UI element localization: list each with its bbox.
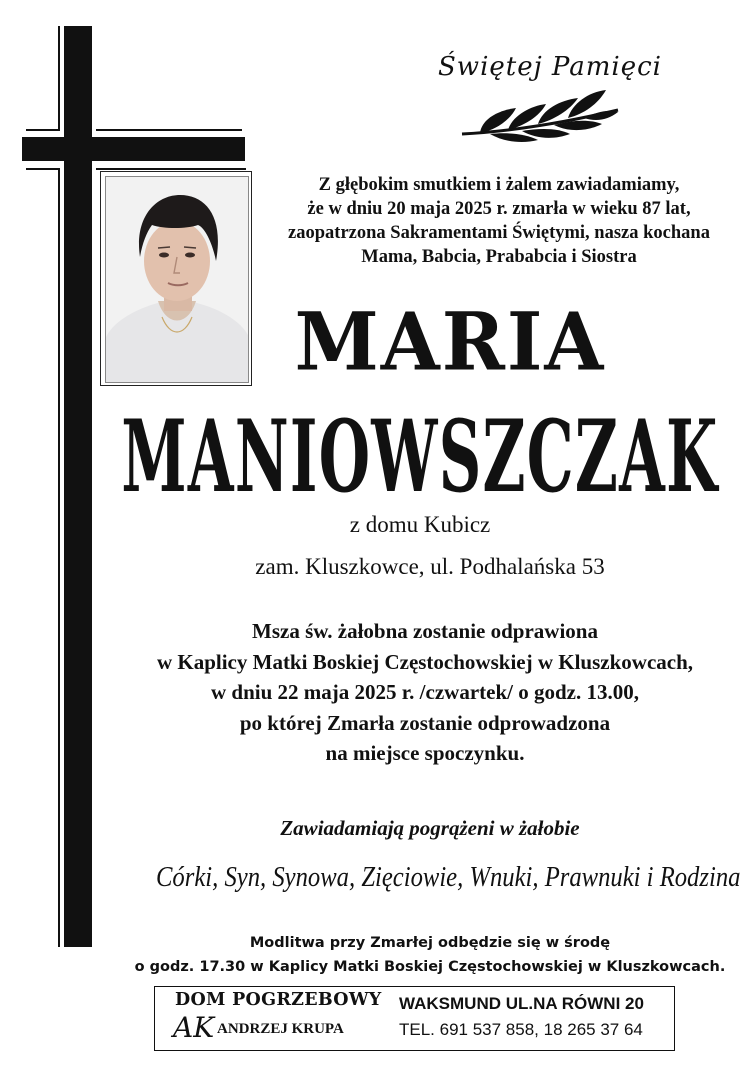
cross-outline <box>96 129 242 131</box>
funeral-home-phone: TEL. 691 537 858, 18 265 37 64 <box>399 1020 643 1039</box>
funeral-home-logo: AK <box>173 1011 215 1044</box>
cross-outline <box>58 168 60 947</box>
cross-outline <box>96 168 246 170</box>
cross-vertical-beam <box>64 26 92 947</box>
portrait-photo-frame <box>100 171 252 386</box>
cross-outline <box>26 129 60 131</box>
intro-line: że w dniu 20 maja 2025 r. zmarła w wieku 87 lat, <box>307 199 691 219</box>
maiden-name: z domu Kubicz <box>349 512 491 537</box>
deceased-surname-container <box>96 396 744 515</box>
intro-line: Z głębokim smutkiem i żalem zawiadamiamy, <box>318 175 680 195</box>
mourners-family: Córki, Syn, Synowa, Zięciowie, Wnuki, Prawnuki i Rodzina <box>156 862 741 893</box>
olive-branch-icon <box>460 88 620 144</box>
header-title: Świętej Pamięci <box>438 52 662 82</box>
prayer-line: o godz. 17.30 w Kaplicy Matki Boskiej Częstochowskiej w Kluszkowcach. <box>134 959 726 975</box>
intro-line: zaopatrzona Sakramentami Świętymi, nasza kochana <box>288 223 710 243</box>
deceased-surname: MANIOWSZCZAK <box>121 398 719 515</box>
cross-outline <box>26 168 60 170</box>
funeral-home-address: WAKSMUND UL.NA RÓWNI 20 <box>399 994 644 1013</box>
cross-outline <box>58 26 60 130</box>
funeral-mass-info <box>100 616 750 769</box>
cross-horizontal-beam <box>22 137 245 161</box>
mass-line: po której Zmarła zostanie odprowadzona <box>239 710 611 735</box>
residence-address: zam. Kluszkowce, ul. Podhalańska 53 <box>255 554 605 579</box>
mass-line: na miejsce spoczynku. <box>325 741 525 765</box>
announcement-intro <box>258 173 740 269</box>
funeral-home-name: DOM POGRZEBOWY <box>175 990 382 1010</box>
mass-line: w Kaplicy Matki Boskiej Częstochowskiej w Kluszkowcach, <box>156 649 694 674</box>
prayer-info <box>120 931 740 979</box>
portrait-photo <box>105 176 249 383</box>
mass-line: Msza św. żałobna zostanie odprawiona <box>252 619 598 643</box>
funeral-home-box <box>154 986 675 1051</box>
mourners-title: Zawiadamiają pogrążeni w żałobie <box>280 816 580 840</box>
intro-line: Mama, Babcia, Prababcia i Siostra <box>361 247 637 267</box>
funeral-home-owner: ANDRZEJ KRUPA <box>217 1021 344 1037</box>
prayer-line: Modlitwa przy Zmarłej odbędzie się w środę <box>249 935 611 951</box>
mass-line: w dniu 22 maja 2025 r. /czwartek/ o godz. 13.00, <box>211 680 639 704</box>
deceased-given-name: MARIA <box>294 295 606 389</box>
